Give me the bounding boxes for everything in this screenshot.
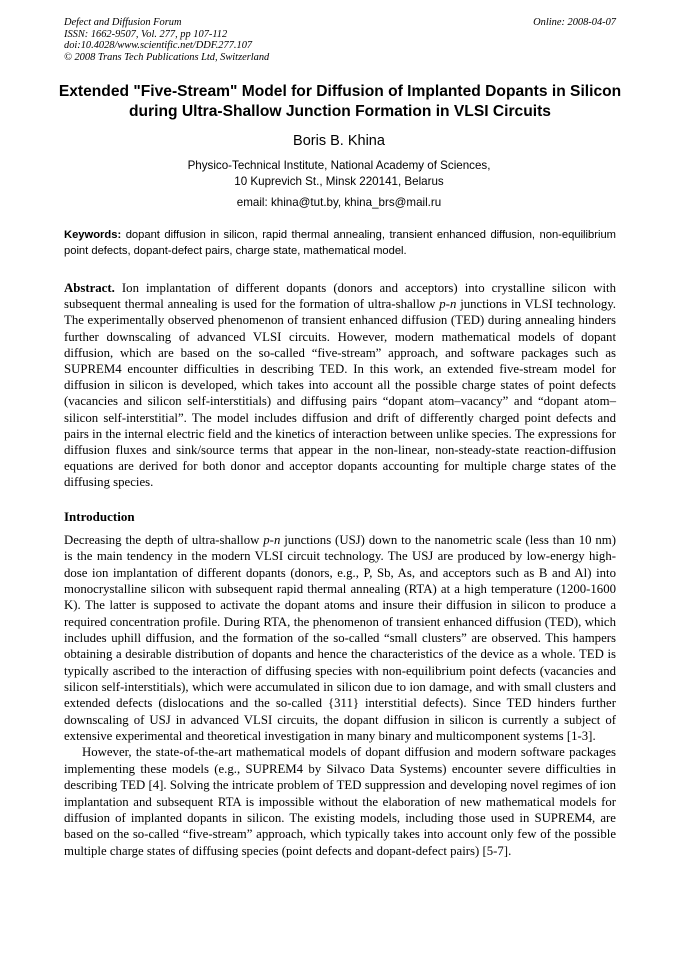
issn-line: ISSN: 1662-9507, Vol. 277, pp 107-112 [64,28,228,40]
keywords-text: dopant diffusion in silicon, rapid thermal annealing, transient enhanced diffusion, non-equilibrium point defects, dopant-defect pairs, charge state, mathematical model. [64,229,616,257]
introduction-body [64,532,616,859]
abstract-block [64,280,616,491]
author-email: email: khina@tut.by, khina_brs@mail.ru [236,196,442,209]
abstract-label: Abstract. [64,281,115,295]
keywords-label: Keywords: [64,229,122,241]
intro-paragraph-1 [64,532,616,744]
journal-name: Defect and Diffusion Forum [64,17,182,28]
author-name: Boris B. Khina [293,133,385,149]
online-date: Online: 2008-04-07 [533,17,616,28]
doi-line: doi:10.4028/www.scientific.net/DDF.277.107 [64,40,253,52]
introduction-heading: Introduction [64,509,135,524]
abstract-text-part-1: Ion implantation of different dopants (donors and acceptors) into crystalline silicon with subsequent thermal annealing is used for the formation of ultra-shallow [64,281,616,312]
intro-p1-pn-term: p-n [263,533,281,547]
copyright-line: © 2008 Trans Tech Publications Ltd, Switzerland [64,51,270,63]
abstract-text-part-2: junctions in VLSI technology. The experimentally observed phenomenon of transient enhanced diffusion (TED) during annealing hinders further downscaling of advanced VLSI circuits. However, modern mathematical models of dopant diffusion, which are based on the so-called “five-stream” approach, and software packages such as SUPREM4 encounter difficulties in describing TED. In this work, an extended five-stream model for diffusion in silicon is developed, which takes into account all the possible charge states of point defects (vacancies and silicon self-interstitials) and diffusing pairs “dopant atom–vacancy” and “dopant atom–silicon self-interstitial”. The model includes diffusion and drift of differently charged point defects and pairs in the internal electric field and the kinetics of interaction between unlike species. The expressions for diffusion fluxes and sink/source terms that appear in the non-linear, non-steady-state reaction-diffusion equations are derived for both donor and acceptor dopants accounting for multiple charge states of the diffusing species. [64,297,617,490]
page-header [64,17,616,63]
affiliation-line-2: 10 Kuprevich St., Minsk 220141, Belarus [234,175,444,188]
affiliation-line-1: Physico-Technical Institute, National Academy of Sciences, [187,159,491,172]
intro-p1-part-a: Decreasing the depth of ultra-shallow [64,533,260,547]
paper-title: Extended "Five-Stream" Model for Diffusion of Implanted Dopants in Silicon during Ultra-Shallow Junction Formation in VLSI Circuits [58,83,622,120]
abstract-pn-term: p-n [439,297,457,312]
affiliation [0,158,678,190]
intro-paragraph-2: However, the state-of-the-art mathematical models of dopant diffusion and modern software packages implementing these models (e.g., SUPREM4 by Silvaco Data Systems) encounter severe difficulties in describing TED [4]. Solving the intricate problem of TED suppression and developing novel regimes of ion implantation and subsequent RTA is impossible without the elaboration of new mathematical models for diffusion of implanted dopants in silicon. The existing models, including those used in SUPREM4, are based on the so-called “five-stream” approach, which typically takes into account only few of the possible multiple charge states of diffusing species (point defects and dopant-defect pairs) [5-7]. [64,745,616,858]
keywords-block [64,228,616,259]
intro-p1-part-b: junctions (USJ) down to the nanometric scale (less than 10 nm) is the main tendency in the modern VLSI circuit technology. The USJ are produced by low-energy high-dose ion implantation of different dopants (donors, e.g., P, Sb, As, and acceptors such as B and Al) into monocrystalline silicon with subsequent rapid thermal annealing (RTA) at a high temperature (1200-1600 K). The latter is supposed to activate the dopant atoms and insure their diffusion in silicon to produce a required concentration profile. During RTA, the phenomenon of transient enhanced diffusion (TED), which includes uphill diffusion, and the formation of the so-called “small clusters” are observed. This hampers obtaining a desirable distribution of dopants and hence the characteristics of the device as a whole. TED is typically ascribed to the interaction of diffusing species with non-equilibrium point defects (vacancies and silicon self-interstitials), which were accumulated in silicon due to ion damage, and with small clusters and extended defects (dislocations and the so-called {311} interstitial defects). Since TED hinders further downscaling of USJ in advanced VLSI circuits, the dopant diffusion in silicon is currently a subject of extensive experimental and theoretical investigation in many binary and multicomponent systems [1-3]. [64,533,617,744]
